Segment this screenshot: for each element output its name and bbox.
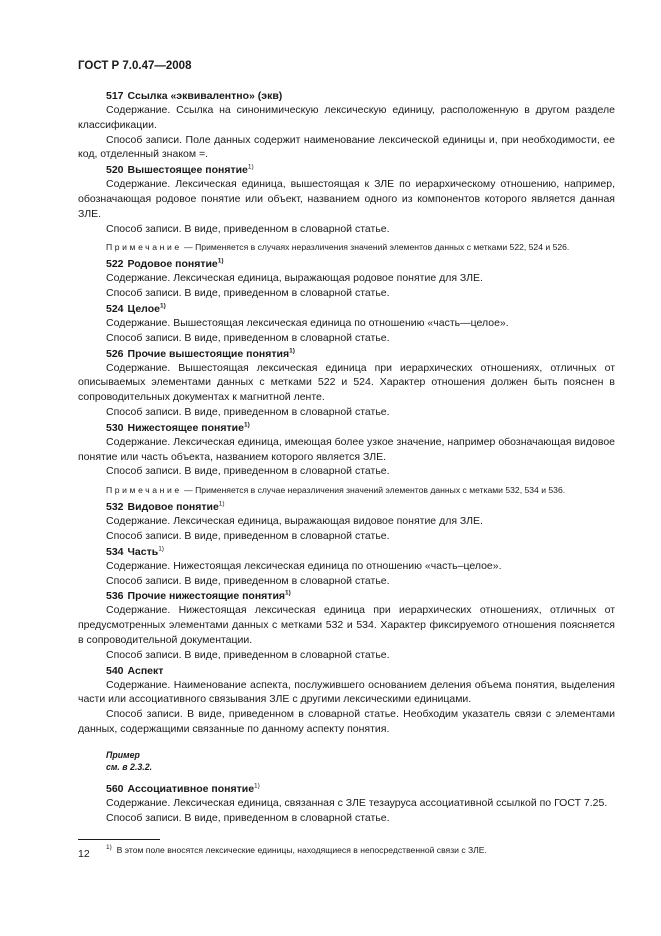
document-page bbox=[78, 60, 615, 856]
term-560-heading bbox=[78, 783, 615, 795]
term-number: 534 bbox=[106, 545, 124, 558]
term-title: Ссылка «эквивалентно» (экв) bbox=[127, 90, 283, 102]
footnote-marker: 1) bbox=[106, 844, 112, 852]
term-520-content: Содержание. Лексическая единица, вышестоящая к ЗЛЕ по иерархическому отношению, например, обозначающая родовое понятие или объект, названием одного из компонентов которого является данная ЗЛЕ. bbox=[78, 178, 615, 220]
term-title: Вышестоящее понятие bbox=[127, 164, 248, 177]
footnote-text: В этом поле вносятся лексические единицы, находящиеся в непосредственной связи с ЗЛЕ. bbox=[116, 845, 487, 856]
note-2 bbox=[78, 483, 615, 497]
example-reference: см. в 2.3.2. bbox=[106, 761, 153, 772]
term-560-method: Способ записи. В виде, приведенном в словарной статье. bbox=[106, 811, 390, 824]
footnote-ref: 1) bbox=[254, 782, 260, 790]
term-530-content: Содержание. Лексическая единица, имеющая более узкое значение, например обозначающая видовое понятие или часть объекта, названием которого является ЗЛЕ. bbox=[78, 435, 615, 463]
term-number: 526 bbox=[106, 347, 124, 360]
term-title: Ассоциативное понятие bbox=[127, 782, 255, 795]
footnote-ref: 1) bbox=[289, 347, 295, 355]
term-534-content: Содержание. Нижестоящая лексическая единица по отношению «часть–целое». bbox=[106, 559, 502, 572]
term-title: Прочие нижестоящие понятия bbox=[127, 590, 286, 603]
term-title: Видовое понятие bbox=[127, 501, 219, 514]
term-560-content: Содержание. Лексическая единица, связанная с ЗЛЕ тезауруса ассоциативной ссылкой по ГОСТ 7.25. bbox=[106, 796, 608, 809]
term-title: Прочие вышестоящие понятия bbox=[127, 347, 290, 360]
term-517-heading bbox=[78, 90, 615, 102]
note-label: Примечание bbox=[106, 242, 182, 253]
term-526-heading bbox=[78, 348, 615, 360]
footnote bbox=[78, 844, 615, 856]
term-number: 530 bbox=[106, 421, 124, 434]
term-title: Нижестоящее понятие bbox=[127, 421, 244, 434]
term-number: 522 bbox=[106, 258, 124, 271]
term-number: 520 bbox=[106, 164, 124, 177]
term-530-heading bbox=[78, 422, 615, 434]
note-label: Примечание bbox=[106, 485, 182, 496]
term-number: 532 bbox=[106, 501, 124, 514]
term-520-heading bbox=[78, 164, 615, 176]
footnote-ref: 1) bbox=[285, 589, 291, 597]
note-text: — Применяется в случаях неразличения значений элементов данных с метками 522, 524 и 526. bbox=[181, 242, 570, 253]
footnote-ref: 1) bbox=[158, 545, 164, 553]
note-text: — Применяется в случае неразличения значений элементов данных с метками 532, 534 и 536. bbox=[181, 485, 566, 496]
term-540-method: Способ записи. В виде, приведенном в словарной статье. Необходим указатель связи с элементами данных, содержащими связанные по данному аспекту понятия. bbox=[78, 708, 615, 735]
term-522-content: Содержание. Лексическая единица, выражающая родовое понятие для ЗЛЕ. bbox=[106, 272, 483, 285]
term-number: 560 bbox=[106, 782, 124, 795]
term-524-heading bbox=[78, 303, 615, 315]
term-534-method: Способ записи. В виде, приведенном в словарной статье. bbox=[106, 574, 390, 587]
term-536-method: Способ записи. В виде, приведенном в словарной статье. bbox=[106, 648, 390, 661]
term-number: 536 bbox=[106, 590, 124, 603]
term-532-method: Способ записи. В виде, приведенном в словарной статье. bbox=[106, 529, 390, 542]
footnote-divider bbox=[78, 839, 160, 840]
term-title: Аспект bbox=[127, 664, 164, 677]
term-number: 524 bbox=[106, 302, 124, 315]
term-title: Часть bbox=[127, 545, 159, 558]
term-517-content: Содержание. Ссылка на синонимическую лексическую единицу, расположенную в другом разделе классификации. bbox=[78, 104, 615, 131]
term-517-method: Способ записи. Поле данных содержит наименование лексической единицы и, при необходимости, ее код, отделенный знаком =. bbox=[78, 133, 615, 161]
example-label: Пример bbox=[106, 749, 140, 760]
term-536-content: Содержание. Нижестоящая лексическая единица при иерархических отношениях, отличных от предусмотренных элементами данных с метками 532 и 534. Характер фиксируемого отношения поясняется в сопроводительной документации. bbox=[78, 604, 615, 646]
term-522-method: Способ записи. В виде, приведенном в словарной статье. bbox=[106, 287, 390, 300]
example-block bbox=[78, 749, 615, 773]
footnote-ref: 1) bbox=[159, 302, 166, 310]
footnote-ref: 1) bbox=[243, 421, 250, 429]
footnote-ref: 1) bbox=[217, 257, 224, 265]
term-540-content: Содержание. Наименование аспекта, послужившего основанием деления объема понятия, выделения части или ассоциативного связывания ЗЛЕ с другими лексическими единицами. bbox=[78, 678, 615, 706]
term-530-method: Способ записи. В виде, приведенном в словарной статье. bbox=[106, 465, 390, 478]
term-522-heading bbox=[78, 258, 615, 270]
term-536-heading bbox=[78, 590, 615, 602]
term-532-heading bbox=[78, 501, 615, 513]
term-number: 540 bbox=[106, 664, 124, 677]
document-header: ГОСТ Р 7.0.47—2008 bbox=[78, 60, 192, 72]
term-title: Целое bbox=[127, 302, 160, 315]
term-526-content: Содержание. Вышестоящая лексическая единица при иерархических отношениях, отличных от описываемых элементами данных с метками 522 и 524. Характер отношения должен быть пояснен в сопроводительных документах к магнитной ленте. bbox=[78, 361, 615, 404]
term-number: 517 bbox=[106, 90, 124, 102]
note-1 bbox=[78, 240, 615, 254]
footnote-ref: 1) bbox=[218, 500, 225, 508]
term-524-method: Способ записи. В виде, приведенном в словарной статье. bbox=[106, 331, 390, 344]
term-524-content: Содержание. Вышестоящая лексическая единица по отношению «часть—целое». bbox=[106, 316, 509, 329]
term-534-heading bbox=[78, 546, 615, 558]
footnote-ref: 1) bbox=[247, 163, 254, 171]
term-526-method: Способ записи. В виде, приведенном в словарной статье. bbox=[106, 405, 390, 418]
term-520-method: Способ записи. В виде, приведенном в словарной статье. bbox=[106, 222, 390, 235]
page-number: 12 bbox=[78, 848, 90, 860]
term-532-content: Содержание. Лексическая единица, выражающая видовое понятие для ЗЛЕ. bbox=[106, 515, 483, 528]
term-540-heading bbox=[78, 665, 615, 677]
term-title: Родовое понятие bbox=[127, 258, 218, 271]
